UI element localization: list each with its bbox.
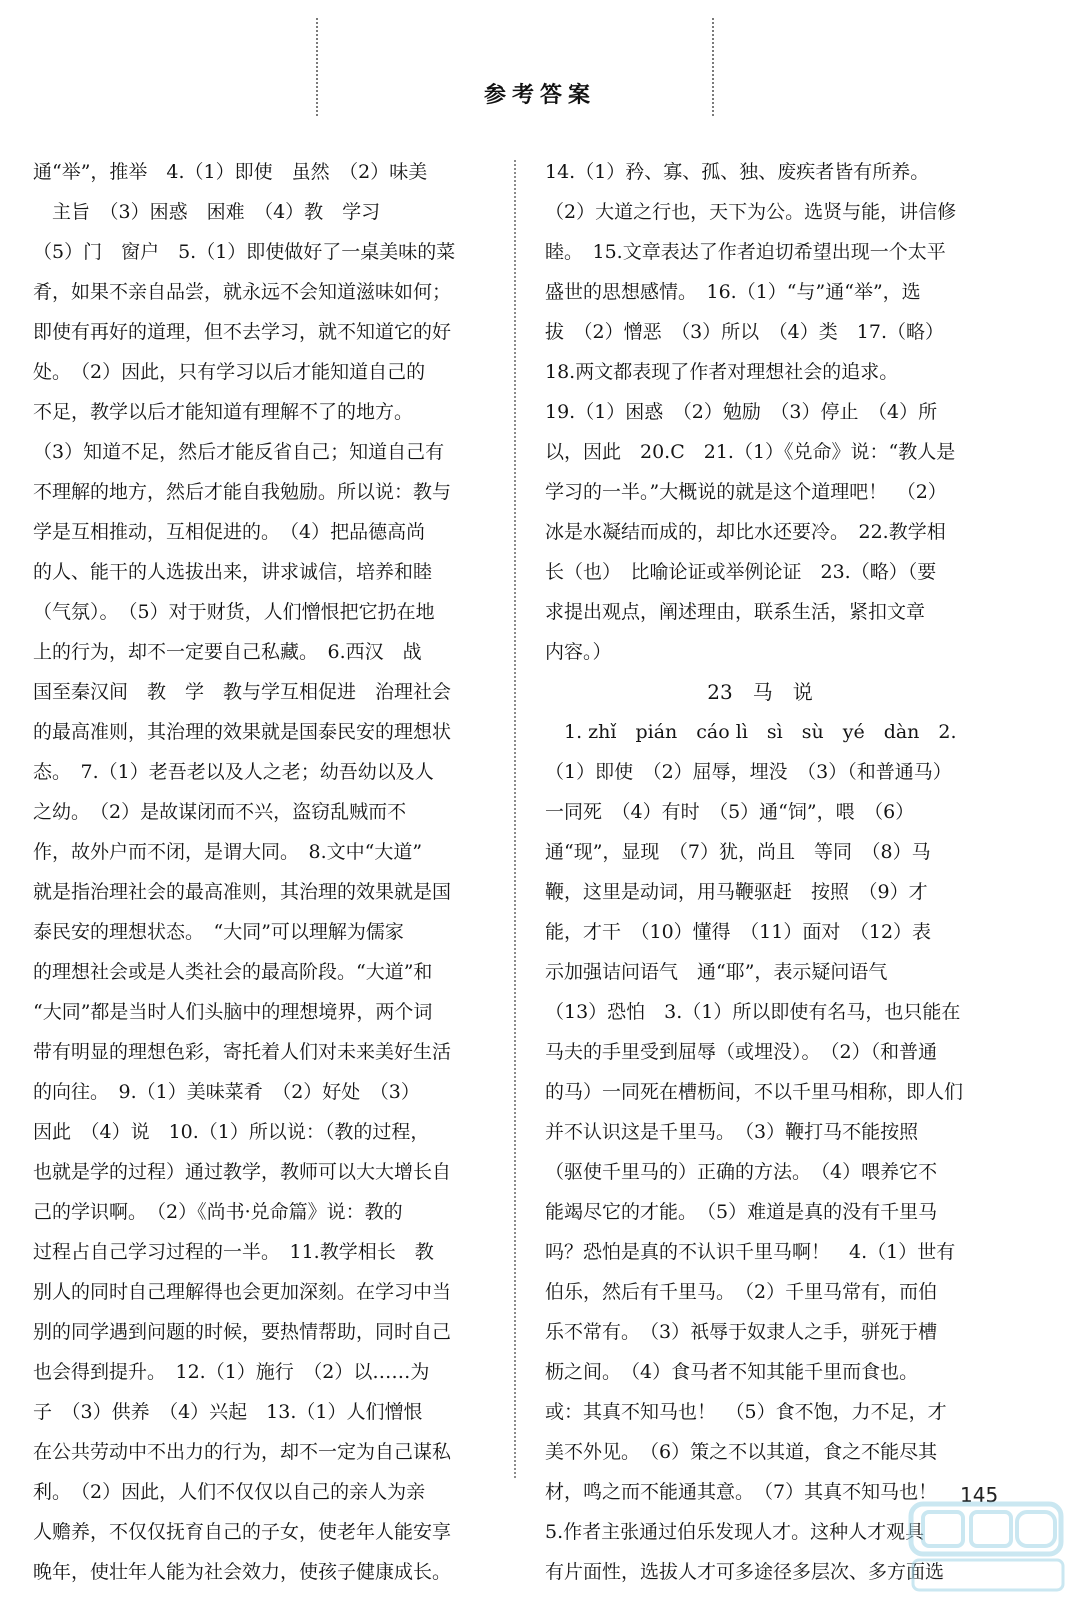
watermark-logo-icon [905,1500,1075,1594]
left-column-line: 即使有再好的道理，但不去学习，就不知道它的好 [33,321,452,343]
right-column-line: 长（也） 比喻论证或举例论证 23.（略）（要 [545,561,937,583]
watermark-logo [905,1500,1075,1594]
right-column-line: 枥之间。 （4）食马者不知其能千里而食也。 [545,1361,919,1383]
left-column-line: 也就是学的过程）通过教学，教师可以大大增长自 [33,1161,452,1183]
right-column-line: 睦。 15.文章表达了作者迫切希望出现一个太平 [545,241,946,263]
right-column-line: 14.（1）矜、寡、孤、独、废疾者皆有所养。 [545,161,930,183]
left-column-line: （3）知道不足，然后才能反省自己；知道自己有 [33,441,445,463]
right-column-line: 拔 （2）憎恶 （3）所以 （4）类 17.（略） [545,321,944,343]
left-column-line: 泰民安的理想状态。 “大同”可以理解为儒家 [33,921,404,943]
left-column-line: （5）门 窗户 5.（1）即使做好了一桌美味的菜 [33,241,456,263]
left-column-line: 在公共劳动中不出力的行为，却不一定为自己谋私 [33,1441,452,1463]
right-column [545,152,975,1592]
left-column-line: 别人的同时自己理解得也会更加深刻。在学习中当 [33,1281,452,1303]
left-column-line: 处。 （2）因此，只有学习以后才能知道自己的 [33,361,426,383]
left-column-line: 别的同学遇到问题的时候，要热情帮助，同时自己 [33,1321,452,1343]
left-column-line: 态。 7.（1）老吾老以及人之老；幼吾幼以及人 [33,761,434,783]
left-column-line: 学是互相推动，互相促进的。 （4）把品德高尚 [33,521,426,543]
top-left-dotted-rule [316,18,318,116]
page-number: 145 [960,1483,999,1507]
right-column-line: 学习的一半。”大概说的就是这个道理吧！ （2） [545,481,947,503]
left-column-line: 的人、能干的人选拔出来，讲求诚信，培养和睦 [33,561,433,583]
right-column-bottom [545,712,975,1592]
right-column-line: 能竭尽它的才能。 （5）难道是真的没有千里马 [545,1201,938,1223]
left-column-line: 过程占自己学习过程的一半。 11.教学相长 教 [33,1241,434,1263]
left-column [33,152,477,1592]
right-column-line: 美不外见。 （6）策之不以其道，食之不能尽其 [545,1441,938,1463]
left-column-line: 己的学识啊。 （2）《尚书·兑命篇》说：教的 [33,1201,403,1223]
left-column-line: 的向往。 9.（1）美味菜肴 （2）好处 （3） [33,1081,420,1103]
right-column-line: 材，鸣之而不能通其意。 （7）其真不知马也！ [545,1481,938,1503]
right-column-line: 的马）一同死在槽枥间，不以千里马相称，即人们 [545,1081,964,1103]
left-column-line: 就是指治理社会的最高准则，其治理的效果就是国 [33,881,452,903]
column-divider [514,160,516,1478]
right-column-line: 5.作者主张通过伯乐发现人才。这种人才观具 [545,1521,925,1543]
left-column-line: 利。 （2）因此，人们不仅仅以自己的亲人为亲 [33,1481,426,1503]
right-column-line: （2）大道之行也，天下为公。选贤与能，讲信修 [545,201,957,223]
left-column-line: “大同”都是当时人们头脑中的理想境界，两个词 [33,1001,433,1023]
right-column-line: 冰是水凝结而成的，却比水还要冷。 22.教学相 [545,521,946,543]
left-column-line: 上的行为，却不一定要自己私藏。 6.西汉 战 [33,641,422,663]
left-column-line: 带有明显的理想色彩，寄托着人们对未来美好生活 [33,1041,452,1063]
right-column-line: 通“现”，显现 （7）犹，尚且 等同 （8）马 [545,841,931,863]
right-column-line: 示加强诘问语气 通“耶”，表示疑问语气 [545,961,888,983]
left-column-line: 作，故外户而不闭，是谓大同。 8.文中“大道” [33,841,423,863]
right-column-line: 求提出观点，阐述理由，联系生活，紧扣文章 [545,601,926,623]
right-column-line: 乐不常有。 （3）祇辱于奴隶人之手，骈死于槽 [545,1321,938,1343]
right-column-top [545,152,975,672]
right-column-line: （1）即使 （2）屈辱，埋没 （3）（和普通马） [545,761,952,783]
left-column-line: 国至秦汉间 教 学 教与学互相促进 治理社会 [33,681,452,703]
right-column-line: （驱使千里马的）正确的方法。 （4）喂养它不 [545,1161,938,1183]
left-column-line: 晚年，使壮年人能为社会效力，使孩子健康成长。 [33,1561,452,1583]
right-column-line: 并不认识这是千里马。 （3）鞭打马不能按照 [545,1121,919,1143]
left-column-line: 人赡养，不仅仅抚育自己的子女，使老年人能安享 [33,1521,452,1543]
left-column-line: 的最高准则，其治理的效果就是国泰民安的理想状 [33,721,452,743]
left-column-line: 因此 （4）说 10.（1）所以说：（教的过程， [33,1121,430,1143]
right-column-line: 马夫的手里受到屈辱（或埋没）。 （2）（和普通 [545,1041,938,1063]
right-column-line: 或：其真不知马也！ （5）食不饱，力不足，才 [545,1401,947,1423]
left-column-line: 子 （3）供养 （4）兴起 13.（1）人们憎恨 [33,1401,423,1423]
right-column-line: 内容。） [545,641,612,663]
right-column-line: 吗？恐怕是真的不认识千里马啊！ 4.（1）世有 [545,1241,956,1263]
left-column-line: 不足，教学以后才能知道有理解不了的地方。 [33,401,414,423]
left-column-line: 不理解的地方，然后才能自我勉励。所以说：教与 [33,481,452,503]
right-column-line: 19.（1）困惑 （2）勉励 （3）停止 （4）所 [545,401,938,423]
right-column-line: 能，才干 （10）懂得 （11）面对 （12）表 [545,921,932,943]
left-column-line: 肴，如果不亲自品尝，就永远不会知道滋味如何； [33,281,452,303]
section-heading: 23 马 说 [707,680,813,704]
left-column-line: 之幼。 （2）是故谋闭而不兴，盗窃乱贼而不 [33,801,407,823]
right-column-line: 伯乐，然后有千里马。 （2）千里马常有，而伯 [545,1281,938,1303]
right-column-line: 盛世的思想感情。 16.（1）“与”通“举”，选 [545,281,921,303]
right-column-line: （13）恐怕 3.（1）所以即使有名马，也只能在 [545,1001,961,1023]
left-column-line: 通“举”，推举 4.（1）即使 虽然 （2）味美 [33,161,428,183]
right-column-line: 鞭，这里是动词，用马鞭驱赶 按照 （9）才 [545,881,928,903]
page-title: 参考答案 [483,83,596,108]
right-column-line: 有片面性，选拔人才可多途径多层次、多方面选 [545,1561,945,1583]
left-column-line: 主旨 （3）困惑 困难 （4）教 学习 [33,201,381,223]
right-column-line: 以，因此 20.C 21.（1）《兑命》说：“教人是 [545,441,956,463]
right-column-line: 一同死 （4）有时 （5）通“饲”，喂 （6） [545,801,915,823]
left-column-line: 的理想社会或是人类社会的最高阶段。“大道”和 [33,961,433,983]
left-column-line: （气氛）。 （5）对于财货，人们憎恨把它扔在地 [33,601,435,623]
right-column-line: 18.两文都表现了作者对理想社会的追求。 [545,361,899,383]
right-column-line: 1. zhǐ pián cáo lì sì sù yé dàn 2. [545,721,957,743]
left-column-line: 也会得到提升。 12.（1）施行 （2）以……为 [33,1361,430,1383]
